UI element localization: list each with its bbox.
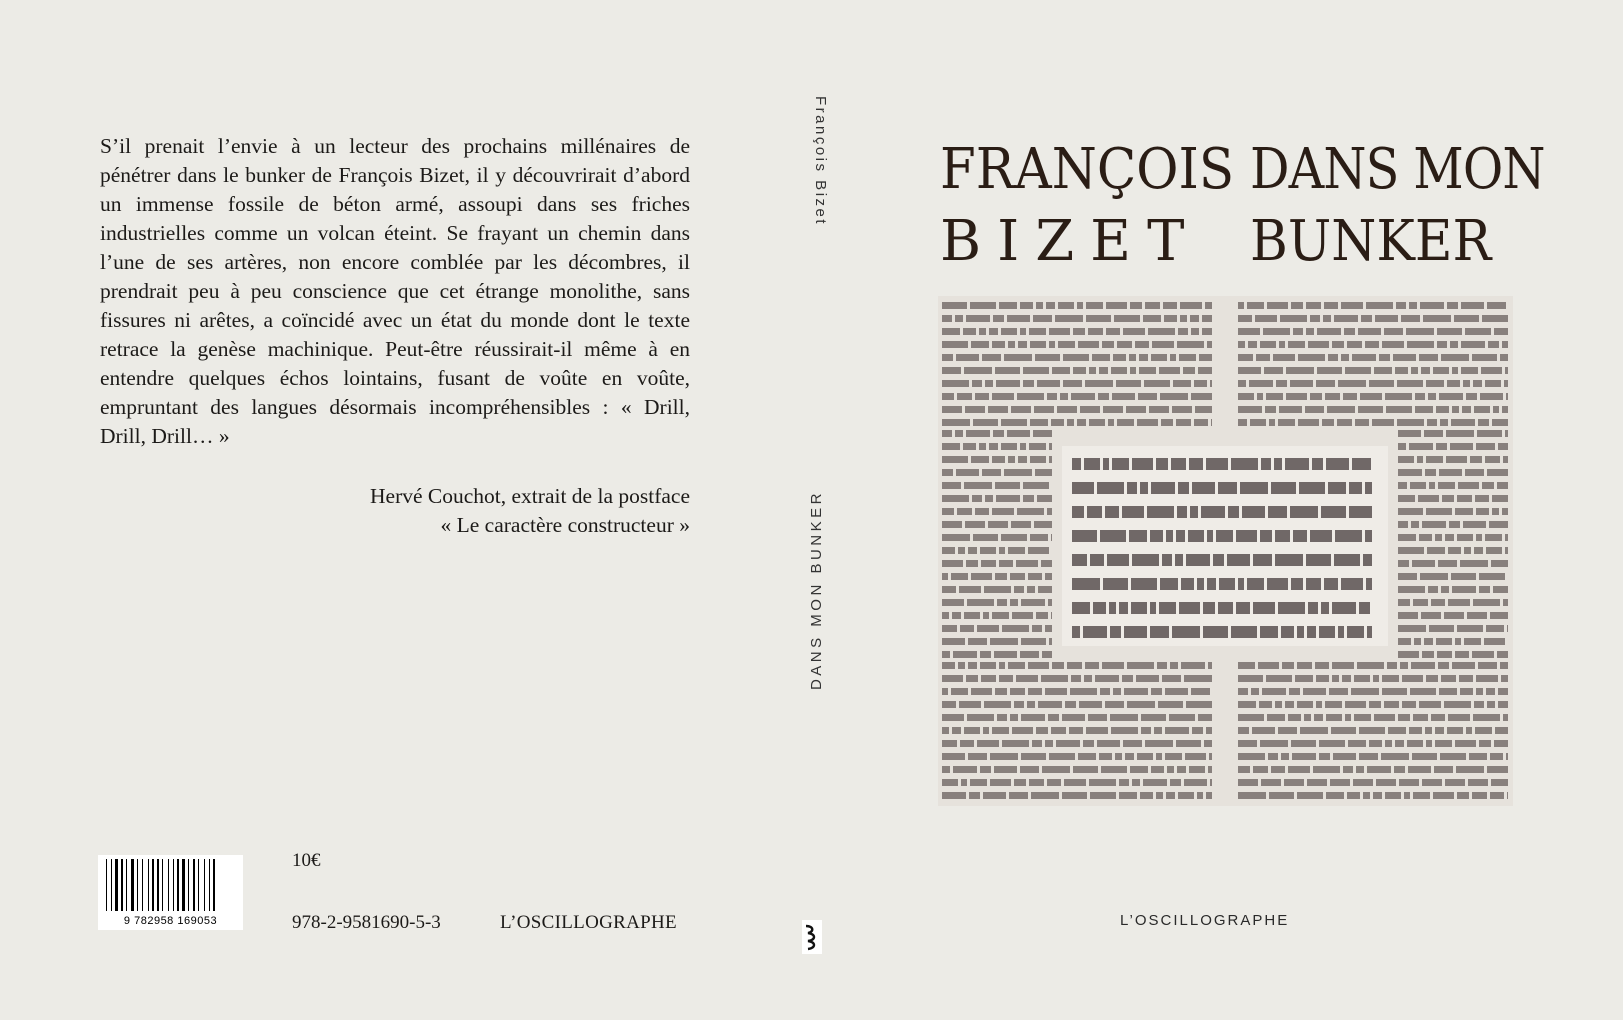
front-author-last-name: BIZET xyxy=(940,209,1201,274)
spine-title: DANS MON BUNKER xyxy=(808,490,825,691)
gothic-manuscript-page-image xyxy=(938,296,1513,806)
front-title-line2: BUNKER xyxy=(1250,209,1492,274)
credit-title-line: « Le caractère constructeur » xyxy=(440,513,690,537)
price: 10€ xyxy=(292,850,321,871)
isbn-number: 978-2-9581690-5-3 xyxy=(292,912,441,933)
isbn-barcode xyxy=(98,855,243,930)
spine-author: François Bizet xyxy=(812,96,829,227)
publisher-name-back: L’OSCILLOGRAPHE xyxy=(500,912,677,933)
back-cover-blurb: S’il prenait l’envie à un lecteur des prochains millénaires de pénétrer dans le bunker de François Bizet, il y découvrirait d’abord un immense fossile de béton armé, assoupi dans ses friches industrielles comme un volcan éteint. Se frayant un chemin dans l’une de ses artères, non encore comblée par les décombres, il prendrait peu à peu conscience que cet étrange monolithe, sans fissures ni arêtes, a coïncidé avec un état du monde dont le texte retrace la genèse machinique. Peut-être réussirait-il même à en entendre quelques échos lointains, fusant de voûte en voûte, empruntant des langues désormais incompréhensibles : « Drill, Drill, Drill… » xyxy=(100,134,690,448)
barcode-bars-icon xyxy=(98,855,243,915)
oscillograph-logo-icon xyxy=(802,920,822,959)
front-author-first-name: FRANÇOIS xyxy=(940,137,1235,202)
blurb-credit xyxy=(240,482,690,540)
credit-author-line: Hervé Couchot, extrait de la postface xyxy=(370,484,690,508)
front-title-line1: DANS MON xyxy=(1250,137,1545,202)
publisher-name-front: L’OSCILLOGRAPHE xyxy=(1120,912,1290,929)
barcode-digits: 9 782958 169053 xyxy=(123,915,218,927)
